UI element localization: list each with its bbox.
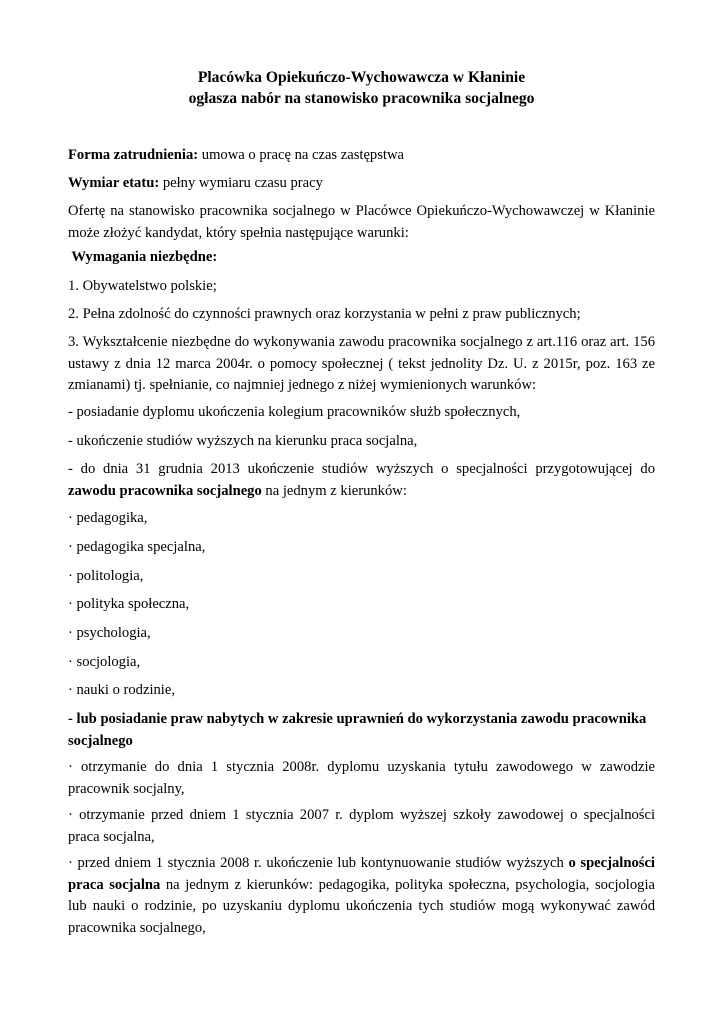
requirement-2: 2. Pełna zdolność do czynności prawnych oraz korzystania w pełni z praw publicznych; [68,306,581,322]
field-item: · nauki o rodzinie, [68,682,175,698]
field-item: · pedagogika, [68,510,148,526]
employment-form-value: umowa o pracę na czas zastępstwa [198,147,404,163]
condition-social-work-studies: - ukończenie studiów wyższych na kierunku praca socjalna, [68,433,418,449]
acquired-right-3-text-1: · przed dniem 1 stycznia 2008 r. ukończenie lub kontynuowanie studiów wyższych [68,855,569,871]
document-title-line-2: ogłasza nabór na stanowisko pracownika socjalnego [188,90,535,107]
employment-hours-label: Wymiar etatu: [68,175,160,191]
requirement-1: 1. Obywatelstwo polskie; [68,278,217,294]
employment-form [68,145,655,167]
employment-form-label: Forma zatrudnienia: [68,147,199,163]
condition-specialization-text-1: - do dnia 31 grudnia 2013 ukończenie studiów wyższych o specjalności przygotowującej do [68,461,655,477]
employment-hours [68,173,655,195]
acquired-right-3 [68,853,655,939]
field-item: · polityka społeczna, [68,596,190,612]
intro-paragraph: Ofertę na stanowisko pracownika socjalnego w Placówce Opiekuńczo-Wychowawczej w Kłaninie może złożyć kandydat, który spełnia następujące warunki: [68,203,655,241]
condition-college-diploma: - posiadanie dyplomu ukończenia kolegium pracowników służb społecznych, [68,404,521,420]
condition-specialization [68,459,655,502]
field-item: · pedagogika specjalna, [68,539,206,555]
field-item: · politologia, [68,568,144,584]
acquired-right-3-bold: o specjalności praca socjalna [68,855,655,893]
requirements-heading: Wymagania niezbędne: [68,249,218,265]
acquired-right-3-text-2: na jednym z kierunków: pedagogika, polityka społeczna, psychologia, socjologia lub nauki o rodzinie, po uzyskaniu dyplomu ukończenia tych studiów mogą wykonywać zawód pracownika socjalnego, [68,876,655,936]
field-item: · socjologia, [68,654,141,670]
acquired-rights-heading: - lub posiadanie praw nabytych w zakresie uprawnień do wykorzystania zawodu pracownika socjalnego [68,711,647,749]
field-item: · psychologia, [68,625,151,641]
acquired-right-1: · otrzymanie do dnia 1 stycznia 2008r. dyplomu uzyskania tytułu zawodowego w zawodzie pracownik socjalny, [68,759,655,797]
document-title-line-1: Placówka Opiekuńczo-Wychowawcza w Kłaninie [197,69,526,86]
condition-specialization-bold: zawodu pracownika socjalnego [68,482,262,499]
requirement-3: 3. Wykształcenie niezbędne do wykonywania zawodu pracownika socjalnego z art.116 oraz art. 156 ustawy z dnia 12 marca 2004r. o pomocy społecznej ( tekst jednolity Dz. U. z 2015r, poz. 163 ze zmianami) tj. spełnianie, co najmniej jednego z niżej wymienionych warunków: [68,334,655,393]
acquired-right-2: · otrzymanie przed dniem 1 stycznia 2007 r. dyplom wyższej szkoły zawodowej o specjalności praca socjalna, [68,807,655,845]
condition-specialization-text-2: na jednym z kierunków: [261,482,407,499]
employment-hours-value: pełny wymiaru czasu pracy [159,175,323,191]
